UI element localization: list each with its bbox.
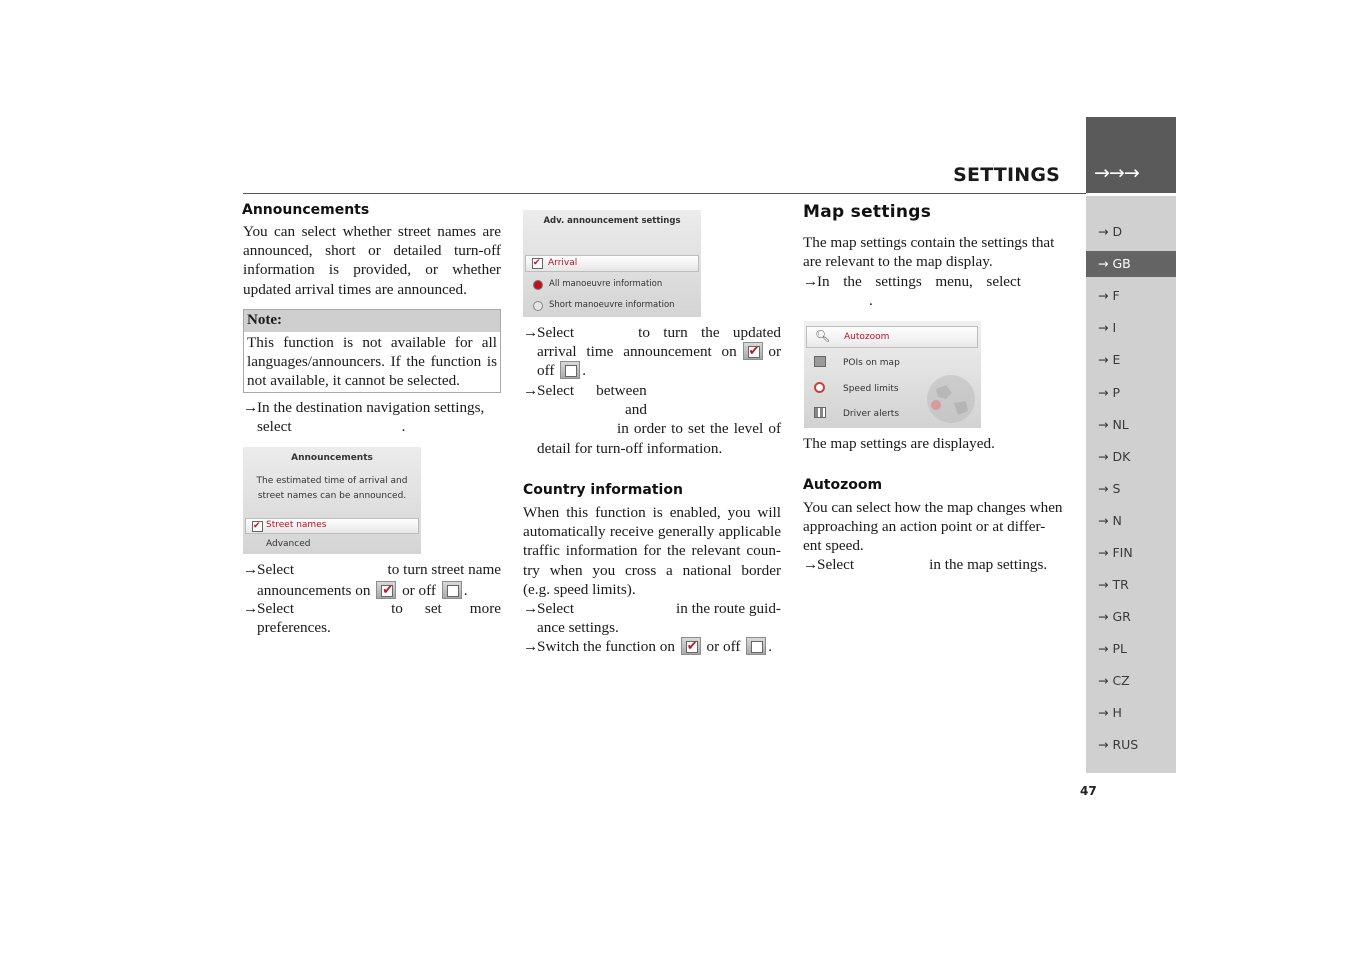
checkbox-off-icon	[560, 361, 580, 379]
autozoom-label: Autozoom	[844, 332, 890, 342]
speed-limits-row[interactable]	[812, 381, 972, 397]
lang-tab-fin[interactable]: → FIN	[1098, 545, 1133, 560]
autozoom-heading: Autozoom	[803, 477, 883, 493]
col1-step-1: → In the destination navigation settings, select .	[243, 399, 485, 436]
pois-on-map-row[interactable]	[812, 355, 972, 371]
country-information-heading: Country information	[523, 482, 683, 498]
lang-tab-dk[interactable]: → DK	[1098, 449, 1131, 464]
checkbox-on-icon	[681, 637, 701, 655]
lang-tab-d[interactable]: → D	[1098, 224, 1123, 239]
arrow-icon: →	[243, 561, 259, 578]
street-names-label: Street names	[266, 520, 327, 530]
note-title: Note:	[244, 310, 500, 332]
col3-step-2: → Select in the map settings.	[803, 556, 1048, 573]
checkbox-checked-icon: ✔	[252, 521, 263, 532]
all-manoeuvre-label: All manoeuvre information	[549, 279, 663, 289]
map-settings-intro: The map settings contain the settings that are relevant to the map display.	[803, 234, 1055, 271]
col2-step-1: → Select to turn the updated arrival time announcement on ✔ or off .	[523, 323, 781, 381]
arrow-icon: →	[803, 556, 819, 573]
lang-tab-gb[interactable]: → GB	[1086, 251, 1176, 277]
driver-alert-icon	[814, 407, 826, 418]
autozoom-row[interactable]	[806, 326, 978, 348]
col2-step-2: → Select between and in order to set the level of detail for turn-off information.	[523, 382, 781, 457]
lang-tab-gr[interactable]: → GR	[1098, 609, 1131, 624]
announcements-heading: Announcements	[242, 202, 370, 218]
header-rule	[243, 193, 1086, 194]
radio-selected-icon	[533, 280, 543, 290]
short-manoeuvre-row[interactable]	[533, 300, 693, 314]
arrow-icon: →	[523, 324, 539, 341]
checkbox-checked-icon: ✔	[532, 258, 543, 269]
arrow-icon: →	[243, 399, 259, 416]
speed-limit-icon	[814, 382, 825, 393]
col2-step-4: → Switch the function on ✔ or off .	[523, 637, 781, 656]
note-box	[243, 309, 501, 393]
announcements-screenshot	[243, 447, 421, 554]
screen-title: Announcements	[291, 453, 373, 463]
lang-tab-pl[interactable]: → PL	[1098, 641, 1127, 656]
arrow-icon: →	[523, 382, 539, 399]
map-settings-caption: The map settings are displayed.	[803, 435, 995, 452]
lang-tab-rus[interactable]: → RUS	[1098, 737, 1139, 752]
lang-tab-tr[interactable]: → TR	[1098, 577, 1129, 592]
col1-step-2: → Select to turn street name announcements on ✔ or off .	[243, 560, 501, 600]
language-sidebar	[1086, 196, 1176, 773]
arrow-icon: →	[523, 600, 539, 617]
screen-text-line-2: street names can be announced.	[257, 491, 407, 501]
map-settings-screenshot	[804, 321, 981, 428]
col3-step-1: → In the settings menu, select .	[803, 273, 1021, 310]
header-arrows-icon: →→→	[1094, 162, 1139, 184]
arrow-icon: →	[803, 273, 819, 290]
lang-tab-n[interactable]: → N	[1098, 513, 1122, 528]
driver-alerts-label: Driver alerts	[843, 409, 900, 419]
radio-unselected-icon	[533, 301, 543, 311]
advanced-label[interactable]: Advanced	[266, 539, 311, 549]
poi-icon	[814, 356, 826, 367]
arrow-icon: →	[523, 638, 539, 655]
magnifier-icon: 🔍︎	[815, 329, 831, 343]
lang-tab-s[interactable]: → S	[1098, 481, 1121, 496]
lang-tab-p[interactable]: → P	[1098, 385, 1120, 400]
lang-tab-f[interactable]: → F	[1098, 288, 1120, 303]
lang-tab-i[interactable]: → I	[1098, 320, 1117, 335]
speed-limits-label: Speed limits	[843, 384, 899, 394]
arrival-row[interactable]	[525, 255, 699, 272]
announcements-intro: You can select whether street names are announced, short or detailed turn-off information is provided, or whether updated arrival times are announced.	[243, 223, 501, 298]
checkbox-off-icon	[746, 637, 766, 655]
page-number: 47	[1080, 784, 1097, 798]
lang-tab-h[interactable]: → H	[1098, 705, 1122, 720]
short-manoeuvre-label: Short manoeuvre information	[549, 300, 675, 310]
adv-announcement-screenshot	[523, 210, 701, 317]
map-settings-heading: Map settings	[803, 202, 932, 222]
arrival-label: Arrival	[548, 258, 578, 268]
screen-text-line-1: The estimated time of arrival and	[256, 476, 408, 486]
autozoom-body: You can select how the map changes when approaching an action point or at differ- ent speed.	[803, 499, 1063, 555]
col1-step-3: → Select to set more preferences.	[243, 600, 501, 637]
street-names-row[interactable]	[245, 518, 419, 534]
col2-step-3: → Select in the route guid- ance settings.	[523, 600, 781, 637]
lang-tab-e[interactable]: → E	[1098, 352, 1121, 367]
country-information-body: When this function is enabled, you will automatically receive generally applicable traffic information for the relevant coun- try when you cross a national border (e.g. speed limits).	[523, 504, 781, 598]
screen-title: Adv. announcement settings	[543, 216, 681, 226]
lang-tab-cz[interactable]: → CZ	[1098, 673, 1130, 688]
checkbox-on-icon	[376, 581, 396, 599]
driver-alerts-row[interactable]	[812, 406, 972, 422]
lang-tab-nl[interactable]: → NL	[1098, 417, 1129, 432]
checkbox-off-icon	[442, 581, 462, 599]
all-manoeuvre-row[interactable]	[533, 279, 693, 293]
note-text: This function is not available for all languages/announcers. If the function is not available, it cannot be selected.	[247, 334, 497, 390]
page-title: SETTINGS	[953, 164, 1060, 186]
arrow-icon: →	[243, 600, 259, 617]
checkbox-on-icon	[743, 342, 763, 360]
pois-on-map-label: POIs on map	[843, 358, 900, 368]
